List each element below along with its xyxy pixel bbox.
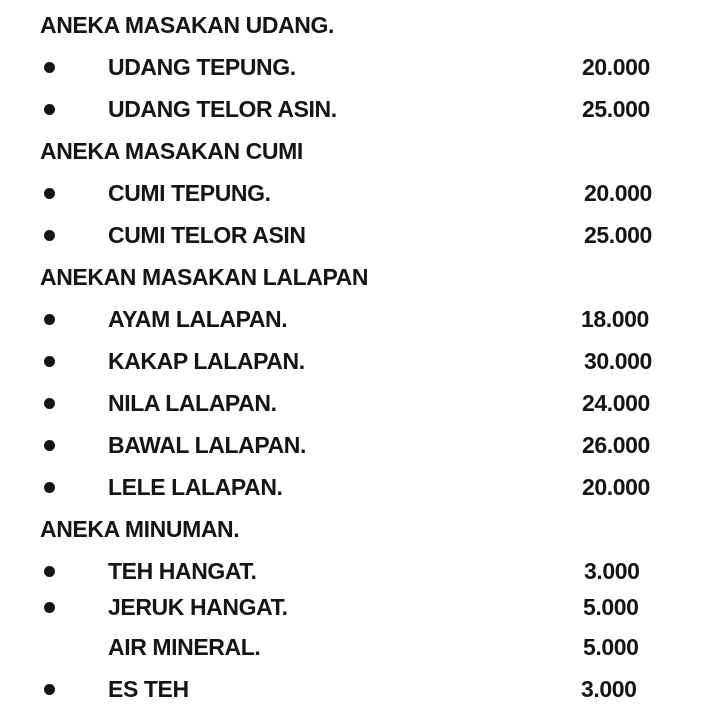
item-name: AYAM LALAPAN. [108, 306, 288, 332]
item-price: 20.000 [584, 180, 652, 206]
menu-item [0, 386, 720, 420]
menu-item [0, 218, 720, 252]
item-price: 24.000 [582, 390, 650, 416]
item-name: LELE LALAPAN. [108, 474, 283, 500]
bullet-icon [44, 188, 55, 199]
item-name: NILA LALAPAN. [108, 390, 277, 416]
item-price: 30.000 [584, 348, 652, 374]
section-title: ANEKA MASAKAN UDANG. [40, 12, 334, 38]
menu-item [0, 428, 720, 462]
menu-item [0, 554, 720, 588]
item-price: 3.000 [584, 558, 640, 584]
section-title: ANEKA MINUMAN. [40, 516, 240, 542]
item-name: UDANG TELOR ASIN. [108, 96, 337, 122]
menu-item [0, 302, 720, 336]
bullet-icon [44, 398, 55, 409]
menu-item [0, 470, 720, 504]
menu-item [0, 50, 720, 84]
item-name: UDANG TEPUNG. [108, 54, 296, 80]
item-name: TEH HANGAT. [108, 558, 257, 584]
item-name: KAKAP LALAPAN. [108, 348, 305, 374]
item-price: 25.000 [582, 96, 650, 122]
bullet-icon [44, 440, 55, 451]
bullet-icon [44, 356, 55, 367]
item-name: CUMI TEPUNG. [108, 180, 271, 206]
item-price: 25.000 [584, 222, 652, 248]
item-name: CUMI TELOR ASIN [108, 222, 306, 248]
item-name: AIR MINERAL. [108, 634, 261, 660]
bullet-icon [44, 684, 55, 695]
bullet-icon [44, 62, 55, 73]
item-name: BAWAL LALAPAN. [108, 432, 306, 458]
menu-item [0, 92, 720, 126]
bullet-icon [44, 104, 55, 115]
bullet-icon [44, 314, 55, 325]
section-heading [0, 512, 720, 546]
bullet-icon [44, 602, 55, 613]
menu-item [0, 672, 720, 706]
bullet-icon [44, 566, 55, 577]
item-name: ES TEH [108, 676, 189, 702]
menu-item [0, 590, 720, 624]
section-title: ANEKAN MASAKAN LALAPAN [40, 264, 369, 290]
bullet-icon [44, 482, 55, 493]
item-price: 5.000 [583, 634, 639, 660]
item-price: 5.000 [583, 594, 639, 620]
menu-item [0, 344, 720, 378]
item-price: 3.000 [581, 676, 637, 702]
item-price: 20.000 [582, 474, 650, 500]
item-price: 18.000 [581, 306, 649, 332]
menu-item [0, 176, 720, 210]
item-price: 20.000 [582, 54, 650, 80]
bullet-icon [44, 230, 55, 241]
section-title: ANEKA MASAKAN CUMI [40, 138, 303, 164]
section-heading [0, 260, 720, 294]
section-heading [0, 8, 720, 42]
item-name: JERUK HANGAT. [108, 594, 288, 620]
item-price: 26.000 [582, 432, 650, 458]
menu-item [0, 630, 720, 664]
section-heading [0, 134, 720, 168]
